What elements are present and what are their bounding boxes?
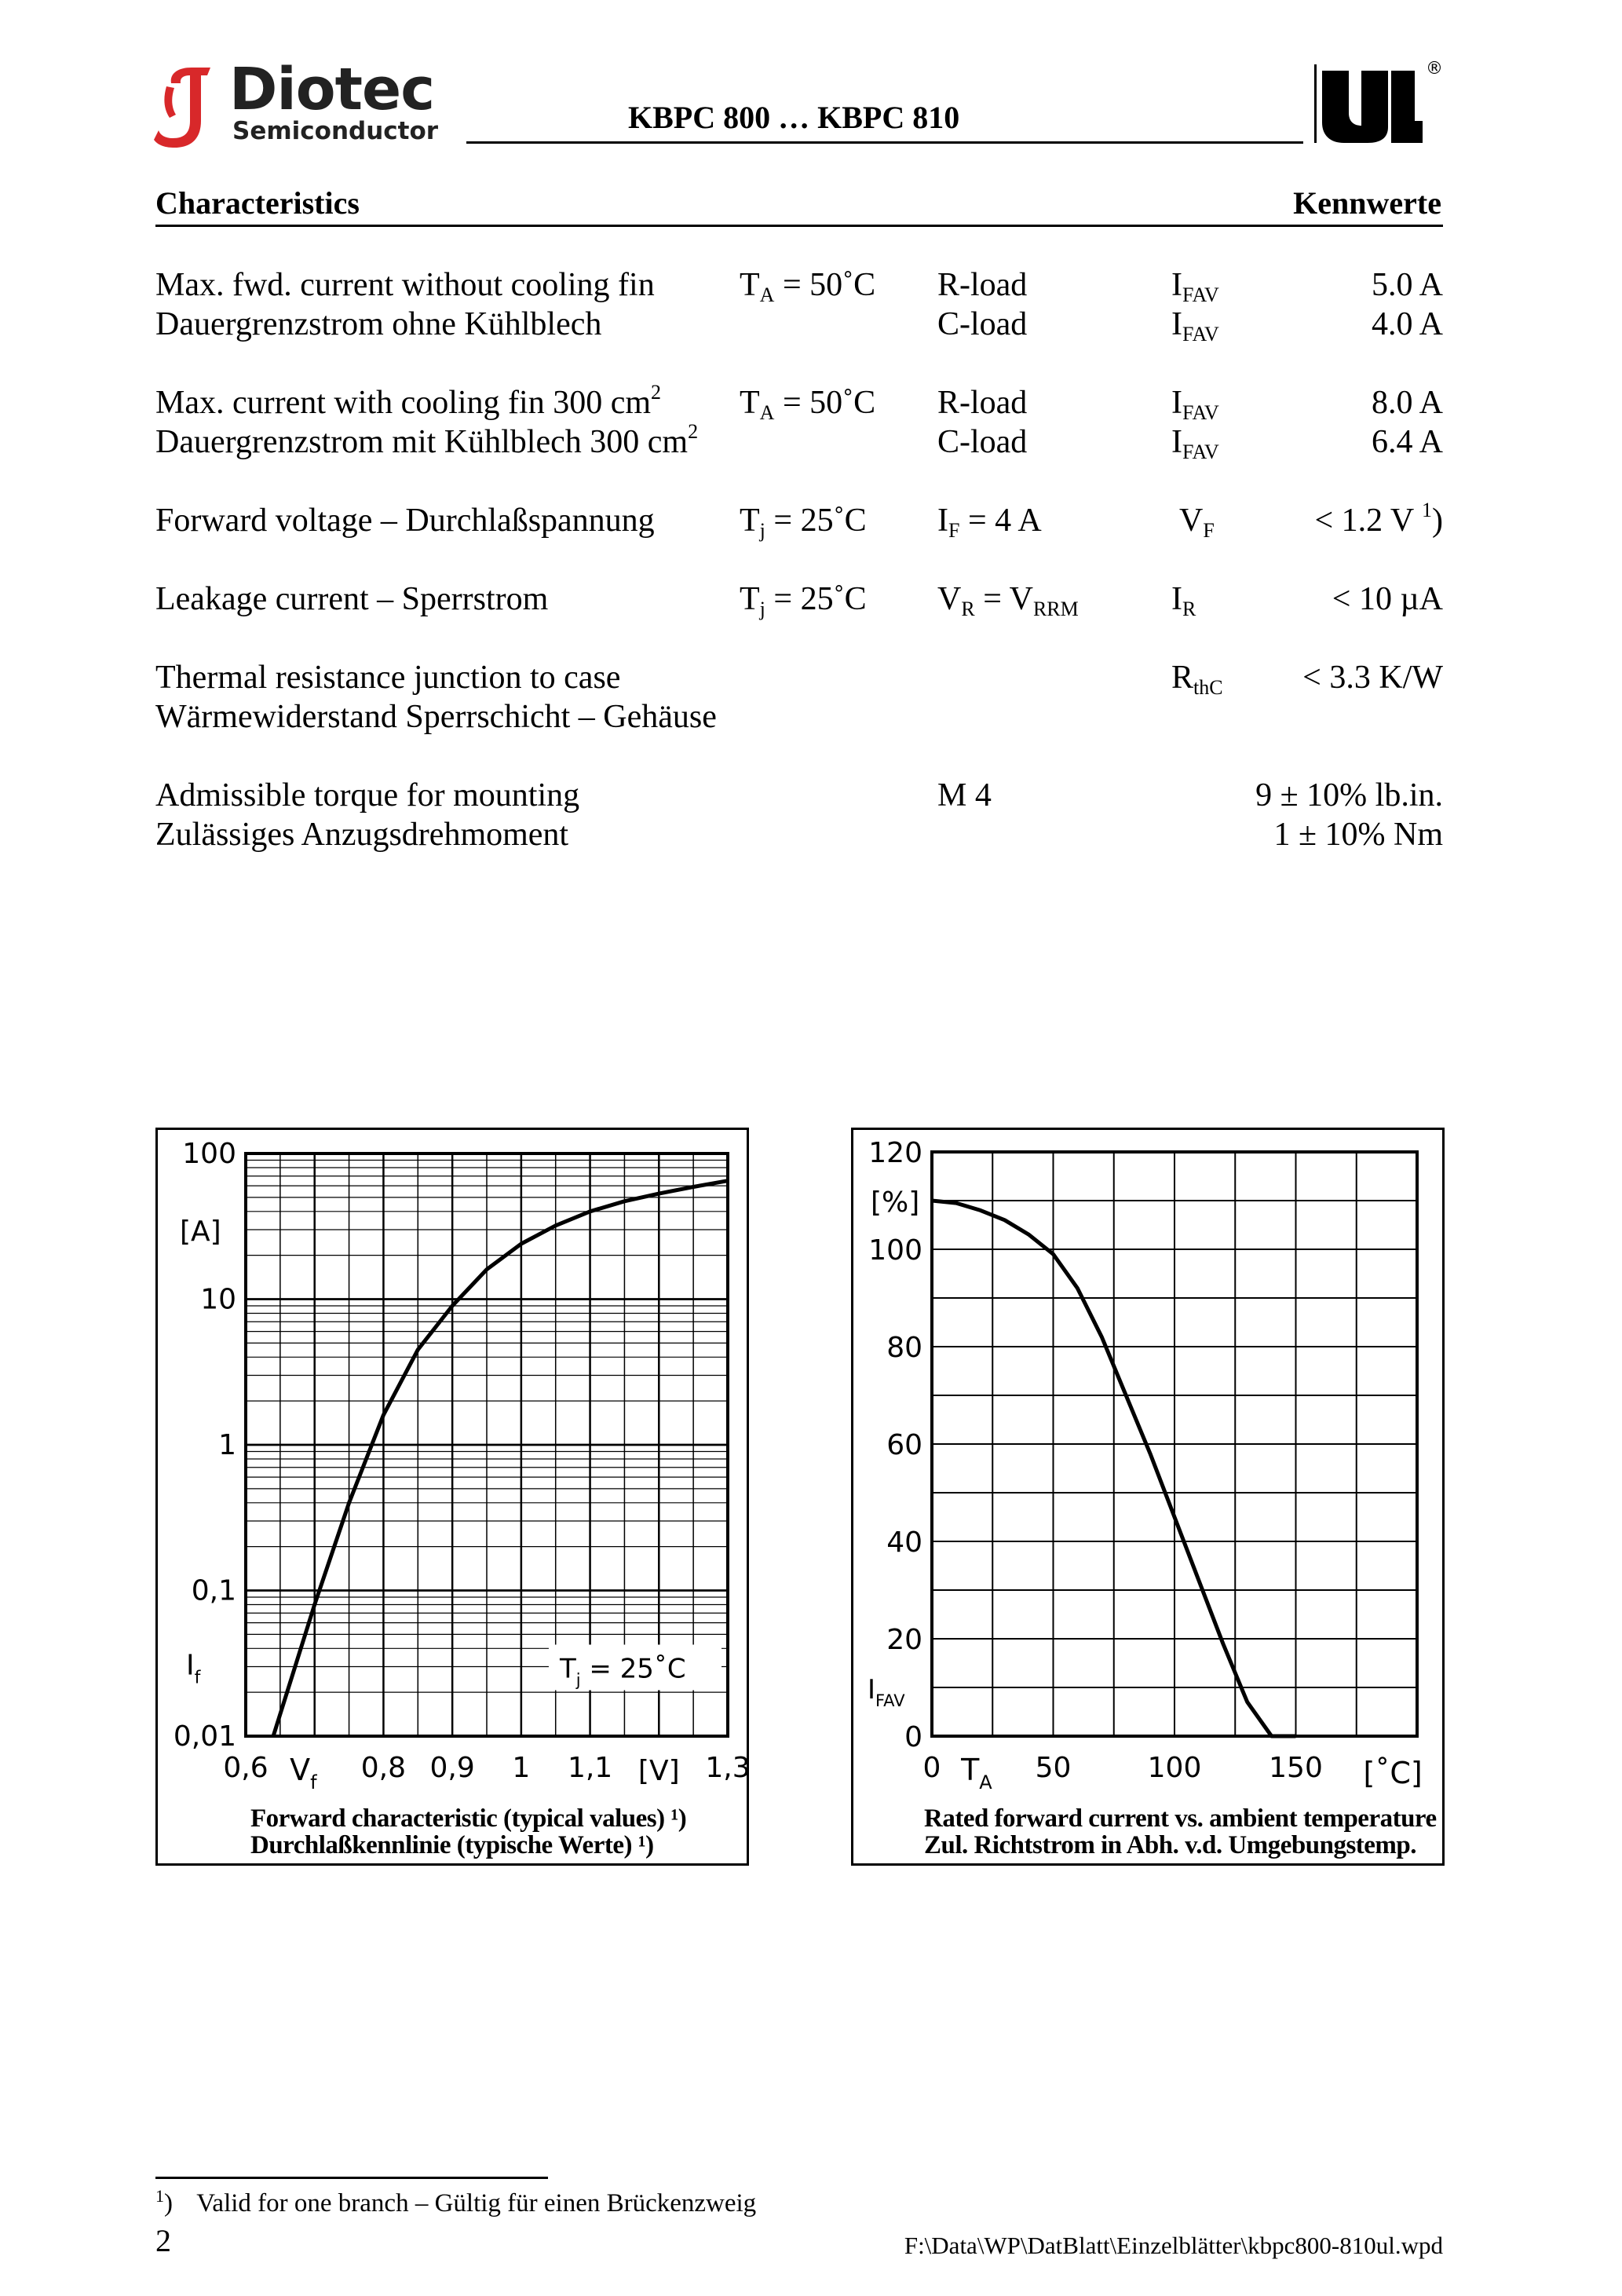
spec-1-symbol-r: $I_{FAV}$ — [1171, 267, 1219, 306]
x-tick-label: 0 — [922, 1752, 941, 1784]
spec-row-6 — [155, 776, 1443, 862]
x-axis-label: $T_A$ — [961, 1753, 992, 1793]
spec-1-load-r: R-load — [937, 267, 1028, 303]
x-tick-label: 100 — [1147, 1752, 1202, 1784]
x-tick-label: 0,6 — [223, 1752, 269, 1784]
spec-2-symbol-r: $I_{FAV}$ — [1171, 385, 1219, 424]
x-tick-label: 50 — [1035, 1752, 1072, 1784]
file-path: F:\Data\WP\DatBlatt\Einzelblätter\kbpc800-810ul.wpd — [904, 2232, 1443, 2259]
y-axis-label: $I_{FAV}$ — [868, 1674, 905, 1710]
spec-1-load-c: C-load — [937, 306, 1028, 342]
x-tick-label: 1,3 — [705, 1752, 751, 1784]
ul-mark-icon — [1313, 64, 1423, 143]
chart-1-title: Forward characteristic (typical values) ¹) — [250, 1804, 687, 1833]
chart-2-title: Rated forward current vs. ambient temperature — [924, 1804, 1437, 1833]
y-tick-label: 100 — [868, 1234, 922, 1267]
brand-sub: Semiconductor — [232, 117, 439, 145]
spec-6-value-lbin: 9 ± 10% lb.in. — [1255, 777, 1443, 813]
spec-1-symbol-c: $I_{FAV}$ — [1171, 306, 1219, 345]
y-tick-label: 0,1 — [191, 1574, 236, 1607]
spec-4-symbol: $I_R$ — [1171, 581, 1196, 620]
title-underline — [466, 141, 1303, 144]
spec-3-symbol: $V_F$ — [1179, 503, 1215, 542]
y-tick-label: 40 — [886, 1526, 922, 1559]
spec-6-label-en: Admissible torque for mounting — [155, 777, 580, 813]
y-tick-label: 0 — [904, 1721, 922, 1753]
spec-3-condition: $T_j$ = 25˚C — [740, 503, 867, 542]
spec-2-load-r: R-load — [937, 385, 1028, 421]
footnote: $^1$) Valid for one branch – Gültig für einen Brückenzweig — [155, 2186, 757, 2217]
ul-logo — [1313, 59, 1443, 143]
spec-2-label-de: Dauergrenzstrom mit Kühlblech 300 $cm^2$ — [155, 420, 699, 460]
spec-2-value-c: 6.4 A — [1371, 424, 1443, 460]
x-tick-label: 150 — [1269, 1752, 1323, 1784]
diotec-logo — [154, 56, 439, 149]
section-title-en: Characteristics — [155, 185, 360, 221]
y-tick-label: 20 — [886, 1624, 922, 1656]
chart-1-annotation: $T_j$ = 25˚C — [559, 1653, 686, 1690]
forward-characteristic-plot — [158, 1130, 751, 1793]
forward-characteristic-chart — [155, 1128, 749, 1866]
y-tick-label: 1 — [218, 1429, 236, 1461]
spec-1-value-c: 4.0 A — [1371, 306, 1443, 342]
spec-row-2 — [155, 383, 1443, 470]
x-tick-label: 0,8 — [360, 1752, 407, 1784]
derating-plot — [853, 1130, 1442, 1793]
footnote-text: Valid for one branch – Gültig für einen Brückenzweig — [196, 2189, 757, 2217]
spec-1-condition: $T_A$ = 50˚C — [740, 267, 876, 306]
spec-5-symbol: $R_{thC}$ — [1171, 660, 1223, 699]
spec-6-value-nm: 1 ± 10% Nm — [1273, 817, 1443, 853]
spec-4-test: $V_R = V_{RRM}$ — [937, 581, 1079, 620]
spec-row-4 — [155, 579, 1443, 627]
x-unit-label: [˚C] — [1363, 1756, 1423, 1790]
x-axis-label: $V_f$ — [290, 1753, 317, 1793]
derating-chart — [851, 1128, 1445, 1866]
spec-row-1 — [155, 265, 1443, 352]
registered-mark: ® — [1426, 59, 1443, 79]
spec-2-label-en: Max. current with cooling fin 300 $cm^2$ — [155, 381, 662, 421]
spec-4-label: Leakage current – Sperrstrom — [155, 581, 549, 617]
spec-row-5 — [155, 658, 1443, 744]
spec-3-value: < 1.2 V $^1$) — [1314, 499, 1443, 539]
y-tick-label: 60 — [886, 1429, 922, 1461]
spec-6-label-de: Zulässiges Anzugsdrehmoment — [155, 817, 569, 853]
spec-row-3 — [155, 501, 1443, 548]
spec-4-condition: $T_j$ = 25˚C — [740, 581, 867, 620]
spec-2-load-c: C-load — [937, 424, 1028, 460]
y-tick-label: 80 — [886, 1332, 922, 1364]
spec-6-test: M 4 — [937, 777, 992, 813]
footnote-marker: 1 — [155, 2186, 164, 2206]
spec-5-value: < 3.3 K/W — [1302, 660, 1443, 696]
x-tick-label: 1 — [512, 1752, 531, 1784]
spec-3-label: Forward voltage – Durchlaßspannung — [155, 503, 655, 539]
y-tick-label: 120 — [868, 1137, 922, 1169]
diotec-logo-mark-icon — [154, 63, 217, 149]
section-rule — [155, 225, 1443, 227]
x-tick-label: 0,9 — [429, 1752, 475, 1784]
spec-2-value-r: 8.0 A — [1371, 385, 1443, 421]
document-title: KBPC 800 … KBPC 810 — [628, 100, 960, 135]
chart-1-subtitle: Durchlaßkennlinie (typische Werte) ¹) — [250, 1831, 654, 1859]
x-unit-label: [V] — [637, 1755, 680, 1787]
spec-5-label-en: Thermal resistance junction to case — [155, 660, 621, 696]
y-tick-label: 10 — [200, 1283, 236, 1316]
spec-1-label-de: Dauergrenzstrom ohne Kühlblech — [155, 306, 602, 342]
y-unit-label: [%] — [871, 1186, 920, 1219]
spec-1-label-en: Max. fwd. current without cooling fin — [155, 267, 655, 303]
spec-2-condition: $T_A$ = 50˚C — [740, 385, 876, 424]
spec-5-label-de: Wärmewiderstand Sperrschicht – Gehäuse — [155, 699, 717, 735]
y-tick-label: 100 — [182, 1138, 236, 1170]
y-tick-label: 0,01 — [173, 1720, 236, 1753]
brand-name: Diotec — [229, 56, 435, 123]
x-tick-label: 1,1 — [567, 1752, 613, 1784]
chart-2-subtitle: Zul. Richtstrom in Abh. v.d. Umgebungstemp. — [924, 1831, 1417, 1859]
spec-1-value-r: 5.0 A — [1371, 267, 1443, 303]
y-unit-label: [A] — [180, 1215, 221, 1248]
spec-2-symbol-c: $I_{FAV}$ — [1171, 424, 1219, 463]
footnote-rule — [155, 2177, 548, 2179]
spec-4-value: < 10 µA — [1332, 581, 1443, 617]
section-title-de: Kennwerte — [1293, 185, 1441, 221]
page-number: 2 — [155, 2223, 171, 2258]
y-axis-label: $I_f$ — [186, 1649, 201, 1688]
spec-3-test: $I_F = 4$ A — [937, 503, 1042, 542]
